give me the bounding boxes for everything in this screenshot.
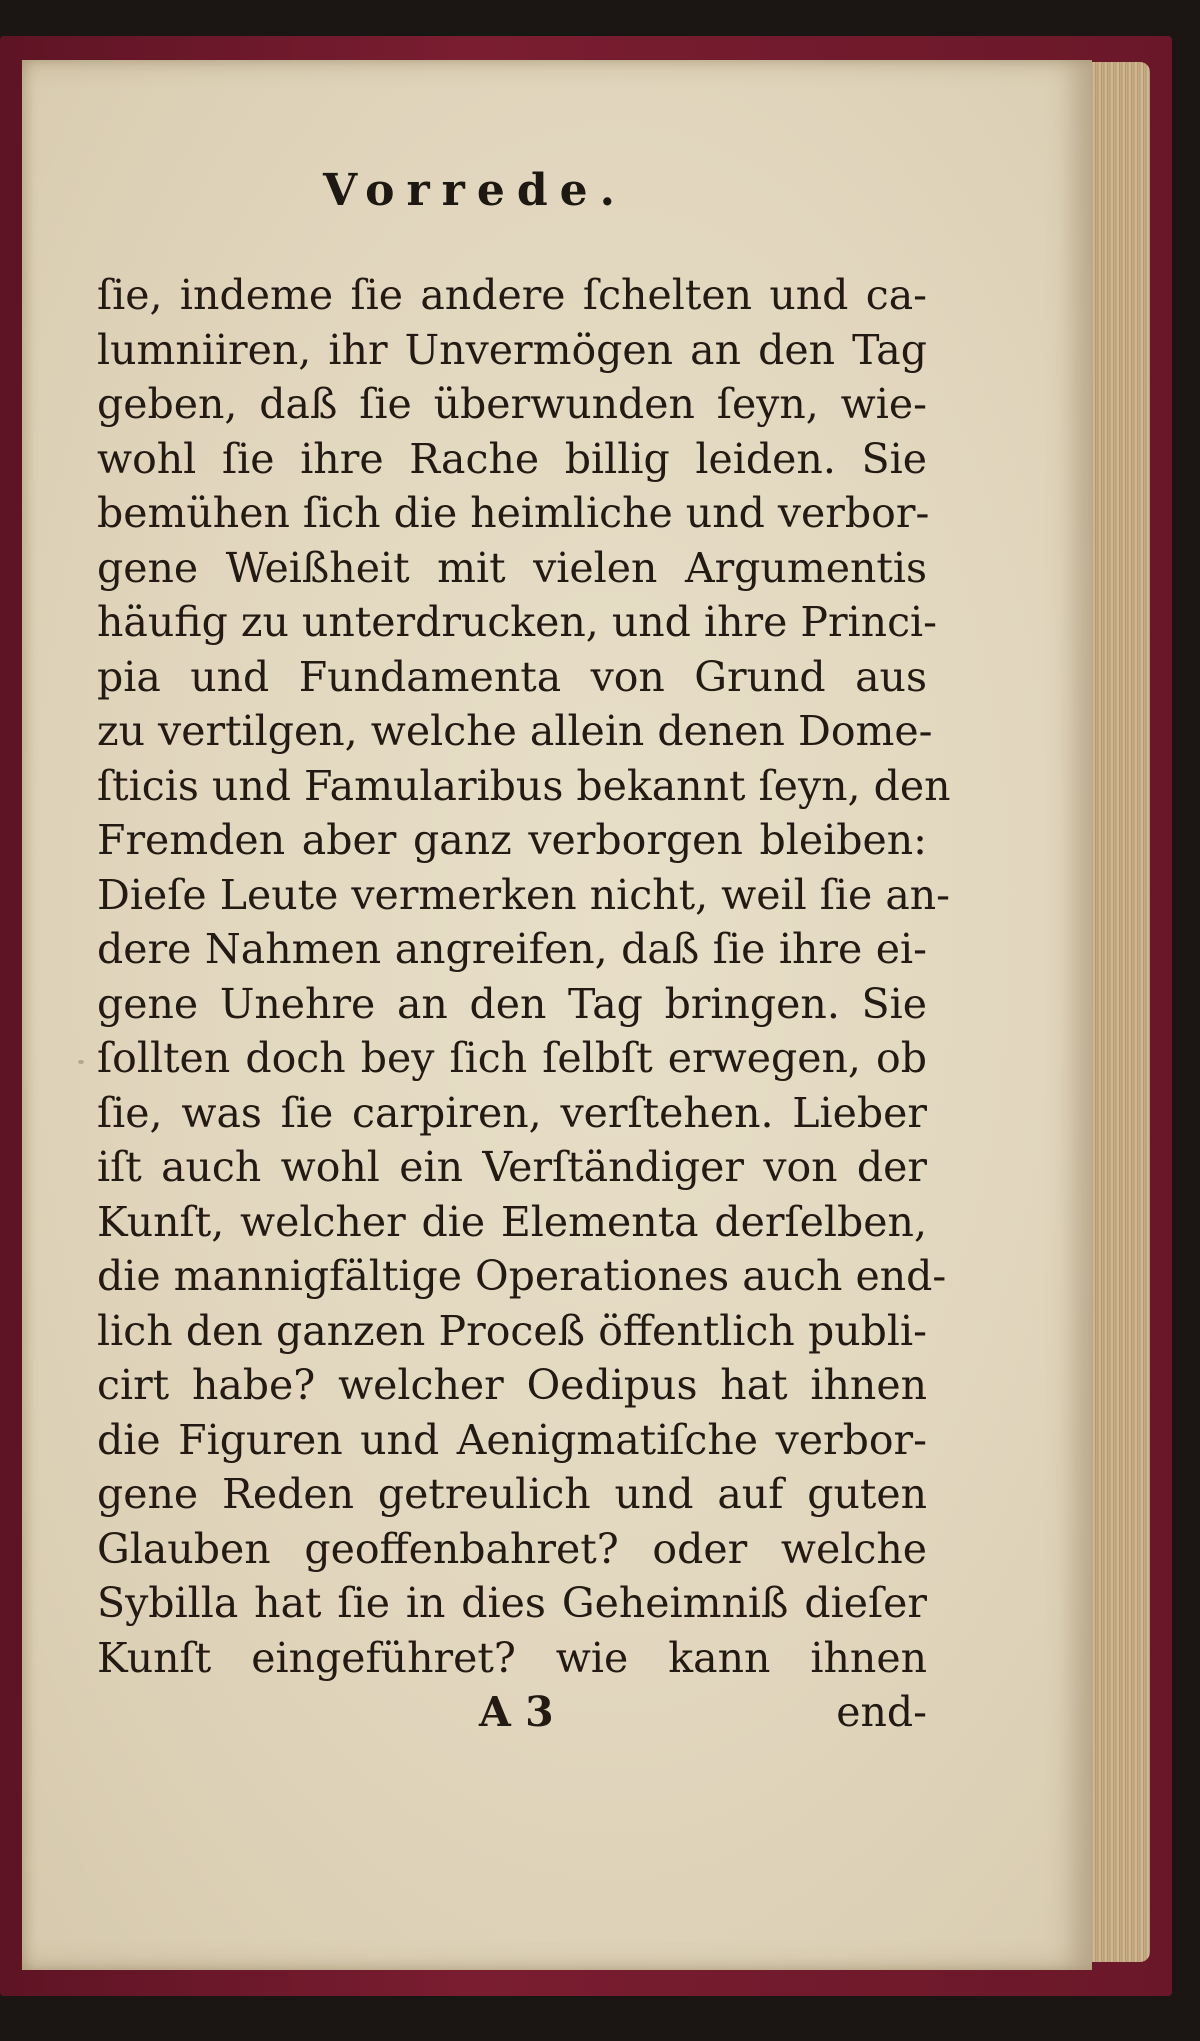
- text-line: die mannigfältige Operationes auch end-: [97, 1252, 947, 1300]
- text-line: lich den ganzen Proceß öffentlich publi-: [97, 1306, 927, 1355]
- text-line: häufig zu unterdrucken, und ihre Princi-: [97, 598, 937, 646]
- text-line: lumniiren, ihr Unvermögen an den Tag: [97, 325, 927, 374]
- text-line: gene Weißheit mit vielen Argumentis: [97, 543, 927, 592]
- text-line: Glauben geoffenbahret? oder welche: [97, 1524, 927, 1573]
- paper-stain: [78, 1060, 84, 1064]
- text-line: ſie, indeme ſie andere ſchelten und ca-: [97, 271, 927, 319]
- text-line: cirt habe? welcher Oedipus hat ihnen: [97, 1361, 927, 1409]
- text-line: zu vertilgen, welche allein denen Dome-: [97, 707, 933, 755]
- page-footer: [97, 1688, 927, 1748]
- text-line: Fremden aber ganz verborgen bleiben:: [97, 816, 927, 864]
- signature-mark: A 3: [479, 1688, 554, 1736]
- text-line: gene Reden getreulich und auf guten: [97, 1470, 927, 1518]
- text-line: Dieſe Leute vermerken nicht, weil ſie an-: [97, 870, 951, 919]
- text-line: dere Nahmen angreifen, daß ſie ihre ei-: [97, 925, 927, 973]
- text-line: die Figuren und Aenigmatiſche verbor-: [97, 1415, 927, 1464]
- text-line: Kunſt, welcher die Elementa derſelben,: [97, 1197, 927, 1246]
- text-line: Kunſt eingeführet? wie kann ihnen: [97, 1633, 927, 1682]
- text-line: geben, daß ſie überwunden ſeyn, wie-: [97, 380, 927, 428]
- text-line: pia und Fundamenta von Grund aus: [97, 652, 927, 701]
- catchword: end-: [836, 1688, 927, 1736]
- text-line: ſollten doch bey ſich ſelbſt erwegen, ob: [97, 1034, 927, 1082]
- text-line: wohl ſie ihre Rache billig leiden. Sie: [97, 434, 927, 483]
- text-line: ſie, was ſie carpiren, verſtehen. Lieber: [97, 1088, 927, 1137]
- body-text: [97, 268, 951, 1685]
- text-line: iſt auch wohl ein Verſtändiger von der: [97, 1143, 927, 1191]
- running-head-title: Vorrede.: [323, 165, 627, 216]
- text-line: Sybilla hat ſie in dies Geheimniß dieſer: [97, 1579, 927, 1627]
- text-line: ſticis und Famularibus bekannt ſeyn, den: [97, 761, 951, 810]
- text-line: bemühen ſich die heimliche und verbor-: [97, 489, 930, 537]
- text-line: gene Unehre an den Tag bringen. Sie: [97, 979, 927, 1028]
